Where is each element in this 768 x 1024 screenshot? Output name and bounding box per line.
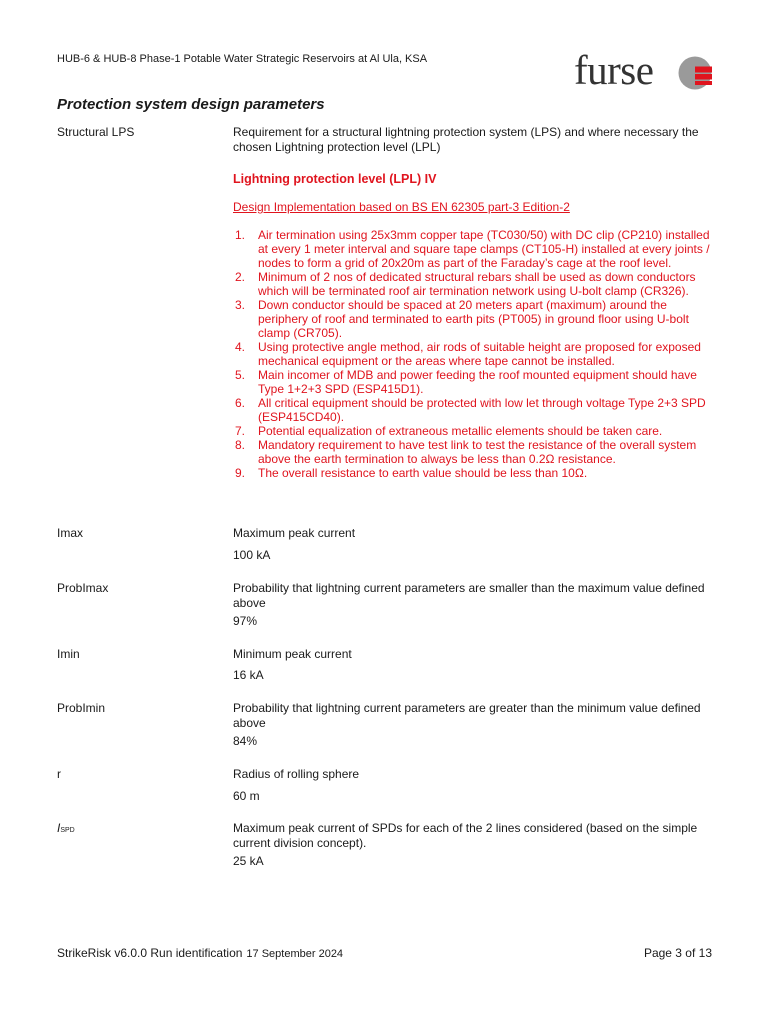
requirement-item: 8. Mandatory requirement to have test link to test the resistance of the overall system above the earth termination to always be less than 0.2Ω resistance. [235,438,697,466]
probimax-value: 97% [233,614,258,628]
ispd-value: 25 kA [233,854,264,868]
imin-label: Imin [57,647,80,661]
project-title: HUB-6 & HUB-8 Phase-1 Potable Water Strategic Reservoirs at Al Ula, KSA [57,53,428,65]
requirement-item: 7. Potential equalization of extraneous metallic elements should be taken care. [235,424,663,438]
probimin-label: ProbImin [57,701,106,715]
logo-wordmark: furse [574,47,654,93]
requirement-item: 4. Using protective angle method, air rods of suitable height are proposed for exposed mechanical equipment or the areas where tape cannot be installed. [235,340,701,368]
design-implementation-note: Design Implementation based on BS EN 62305 part-3 Edition-2 [233,200,570,214]
imin-value: 16 kA [233,668,264,682]
software-version: StrikeRisk v6.0.0 Run identification [57,946,243,960]
requirement-item: 5. Main incomer of MDB and power feeding the roof mounted equipment should have Type 1+2+3 SPD (ESP415D1). [235,368,697,396]
probimin-description: Probability that lightning current parameters are greater than the minimum value defined above [233,701,701,730]
probimax-label: ProbImax [57,581,109,595]
imax-label: Imax [57,526,84,540]
run-date: 17 September 2024 [246,948,344,960]
footer-run-identification [57,946,343,960]
imin-description: Minimum peak current [233,647,352,661]
probimax-description: Probability that lightning current parameters are smaller than the maximum value defined above [233,581,705,610]
r-description: Radius of rolling sphere [233,767,360,781]
r-label: r [57,767,61,781]
probimin-value: 84% [233,734,258,748]
imax-description: Maximum peak current [233,526,356,540]
requirement-item: 6. All critical equipment should be protected with low let through voltage Type 2+3 SPD (ESP415CD40). [235,396,706,424]
section-title: Protection system design parameters [57,96,325,113]
page-number: Page 3 of 13 [643,946,712,960]
structural-lps-description: Requirement for a structural lightning protection system (LPS) and where necessary the chosen Lightning protection level (LPL) [233,125,699,154]
r-value: 60 m [233,789,260,803]
requirement-item: 1. Air termination using 25x3mm copper tape (TC030/50) with DC clip (CP210) installed at every 1 meter interval and square tape clamps (CT105-H) installed at every joints / nodes to form a grid of 20x20m as part of the Faraday’s cage at the roof level. [235,228,710,270]
requirement-item: 3. Down conductor should be spaced at 20 meters apart (maximum) around the periphery of roof and terminated to earth pits (PT005) in ground floor using U-bolt clamp (CR705). [235,298,689,340]
requirements-list [233,228,715,480]
requirement-item: 9. The overall resistance to earth value should be less than 10Ω. [235,466,588,480]
ispd-label: ISPD [57,821,75,835]
furse-logo [574,47,714,96]
furse-logo-mark-icon [678,56,712,90]
lpl-title: Lightning protection level (LPL) IV [233,172,437,186]
structural-lps-label: Structural LPS [57,125,135,139]
ispd-description: Maximum peak current of SPDs for each of the 2 lines considered (based on the simple current division concept). [233,821,698,850]
requirement-item: 2. Minimum of 2 nos of dedicated structural rebars shall be used as down conductors which will be terminated roof air termination network using U-bolt clamp (CR326). [235,270,696,298]
imax-value: 100 kA [233,548,271,562]
